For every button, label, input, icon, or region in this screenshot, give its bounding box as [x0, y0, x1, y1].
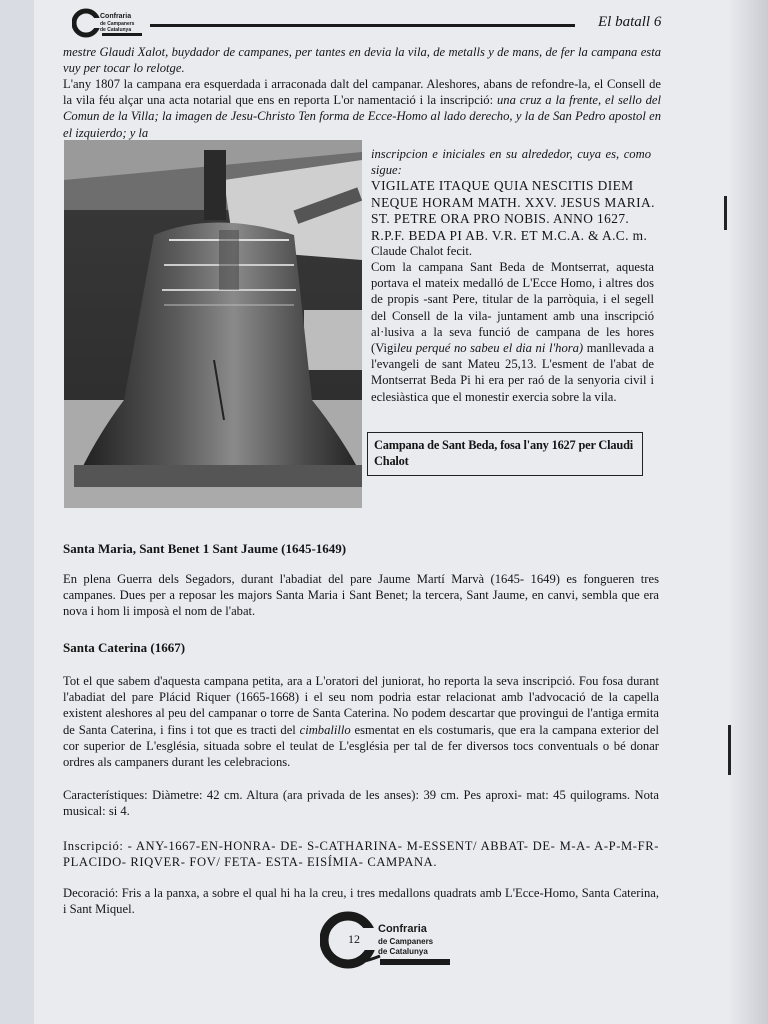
inscription-line: R.P.F. BEDA PI AB. V.R. ET M.C.A. & A.C. m. [371, 227, 648, 243]
section-body-italic: cimbalillo [299, 722, 351, 737]
logo-line-3: de Catalunya [100, 27, 132, 33]
characteristics-paragraph: Característiques: Diàmetre: 42 cm. Altura (ara privada de les anses): 39 cm. Pes aproxi- mat: 45 quilograms. Nota musical: si 4. [63, 788, 659, 819]
side-body-text: Com la campana Sant Beda de Montserrat, aquesta portava el mateix medalló de L'Ecce Homo, i altres dos de propis -sant Pere, titular de la parròquia, i el segell del Consell de la vila- juntament amb una inscripció al·lusiva a la seva funció de campana de les hores (Vigi [371, 260, 654, 356]
intro-paragraph [63, 76, 661, 141]
inscription-intro: inscripcion e iniciales en su alrededor, cuya es, como sigue: [371, 147, 651, 178]
inscription-paragraph: Inscripció: - ANY-1667-EN-HONRA- DE- S-CATHARINA- M-ESSENT/ ABBAT- DE- M-A- A-P-M-FR- PLACIDO- RIQVER- FOV/ FETA- ESTA- EISÍMIA- CAMPANA. [63, 839, 659, 870]
edge-mark [728, 725, 731, 775]
header-rule [150, 24, 575, 27]
intro-lead-text: L'any 1807 la campana era esquerdada i arraconada dalt del campanar. Aleshores, abans de refondre-la, el Consell de la vila féu alçar una acta notarial que ens en reporta L'or namentació i la inscripció: [63, 77, 661, 108]
footer-confraria-logo-icon [320, 906, 460, 976]
side-body-paragraph [371, 259, 654, 405]
inscription-block [371, 178, 661, 244]
logo-line-2: de Campaners [100, 21, 135, 27]
fecit-line: Claude Chalot fecit. [371, 244, 473, 258]
footer-logo-line-3: de Catalunya [378, 947, 428, 956]
running-title: El batall 6 [598, 14, 662, 30]
footer-logo-line-1: Confraria [378, 923, 427, 935]
side-body-text-end: manllevada a l'evangeli de sant Mateu 25,13. L'esment de l'abat de Montserrat Beda Pi hi era per raó de la senyoria civil i eclesiàstica que el monestir exercia sobre la vila. [371, 341, 654, 404]
decoration-paragraph: Decoració: Fris a la panxa, a sobre el qual hi ha la creu, i tres medallons quadrats amb L'Ecce-Homo, Santa Caterina, i Sant Miquel. [63, 886, 659, 917]
inscription-line: VIGILATE ITAQUE QUIA NESCITIS DIEM [371, 178, 634, 193]
section-body [63, 673, 659, 770]
photo-caption: Campana de Sant Beda, fosa l'any 1627 per Claudi Chalot [367, 432, 643, 476]
logo-line-1: Confraria [100, 13, 132, 20]
confraria-logo-icon [72, 8, 152, 38]
bell-photo [64, 140, 362, 508]
section-body: En plena Guerra dels Segadors, durant l'abadiat del pare Jaume Martí Marvà (1645- 1649) es fongueren tres campanes. Dues per a reposar les majors Santa Maria i Sant Benet; la tercera, Sant Jaume, en canvi, sembla que era nova i hom li imposà el nom de l'abat. [63, 572, 659, 619]
intro-italic-paragraph: mestre Glaudi Xalot, buydador de campanes, per tantes en devia la vila, de metalls y de mans, de fer la campana esta vuy per tocar lo relotge. [63, 45, 661, 76]
intro-italic-text: una cruz a la frente, el sello del Comun de la Villa; la imagen de Jesu-Christo Ten forma de Ecce-Homo al lado derecho, y la de San Pedro apostol en el izquierdo; y la [63, 93, 661, 140]
inscription-line: ST. PETRE ORA PRO NOBIS. ANNO 1627. [371, 211, 630, 226]
inscription-line: NEQUE HORAM MATH. XXV. JESUS MARIA. [371, 194, 655, 210]
section-heading: Santa Caterina (1667) [63, 640, 186, 655]
section-body-text: Tot el que sabem d'aquesta campana petita, ara a L'oratori del juniorat, ho reporta la seva inscripció. Fou fosa durant l'abadiat del pare Plácid Riquer (1665-1668) i el seu nom podria estar relacionat amb l'advocació de la capella existent aleshores al peu del campanar o torre de Santa Caterina. No podem descartar que provingui de l'antiga ermita de Santa Caterina, i fins i tot que es tracti del [63, 674, 659, 737]
page-number: 12 [348, 932, 360, 946]
footer-logo-line-2: de Campaners [378, 937, 434, 946]
edge-mark [724, 196, 727, 230]
side-body-italic: leu perqué no sabeu el dia ni l'hora) [396, 341, 584, 356]
page-shadow [728, 0, 768, 1024]
section-body-text-end: esmentat en els costumaris, que era la campana exterior del cor superior de L'església, situada sobre el teulat de L'església per tal de fer diversos tocs conventuals o bé donar ordres als campaners durant les celebracions. [63, 722, 659, 770]
section-heading: Santa Maria, Sant Benet 1 Sant Jaume (1645-1649) [63, 541, 347, 556]
